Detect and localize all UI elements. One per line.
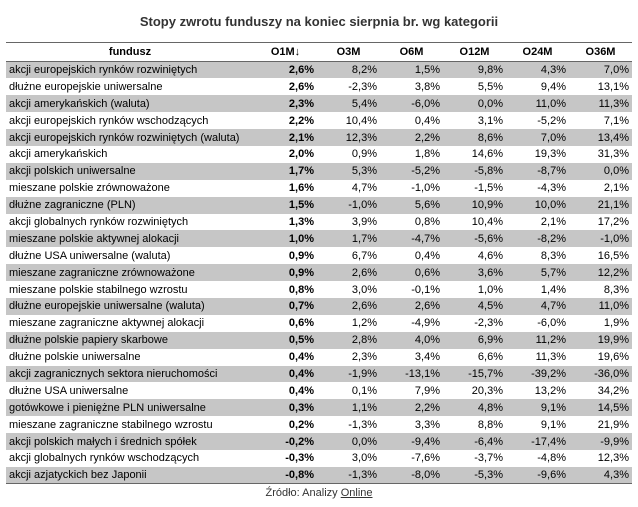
return-cell-o12m: 4,5% xyxy=(443,298,506,315)
return-cell-o12m: 8,8% xyxy=(443,416,506,433)
fund-name-cell: dłużne zagraniczne (PLN) xyxy=(6,197,254,214)
col-header-o3m[interactable]: O3M xyxy=(317,43,380,62)
return-cell-o6m: 7,9% xyxy=(380,382,443,399)
table-row xyxy=(6,146,632,163)
return-cell-o36m: 14,5% xyxy=(569,399,632,416)
return-cell-o24m: -39,2% xyxy=(506,366,569,383)
col-header-o6m[interactable]: O6M xyxy=(380,43,443,62)
return-cell-o12m: -15,7% xyxy=(443,366,506,383)
return-cell-o12m: 10,4% xyxy=(443,214,506,231)
return-cell-o12m: -1,5% xyxy=(443,180,506,197)
return-cell-o24m: -17,4% xyxy=(506,433,569,450)
return-cell-o1m: 0,4% xyxy=(254,349,317,366)
table-row xyxy=(6,315,632,332)
return-cell-o24m: 9,1% xyxy=(506,399,569,416)
table-row xyxy=(6,214,632,231)
return-cell-o24m: 9,4% xyxy=(506,78,569,95)
return-cell-o36m: -36,0% xyxy=(569,366,632,383)
return-cell-o36m: 8,3% xyxy=(569,281,632,298)
return-cell-o6m: -0,1% xyxy=(380,281,443,298)
return-cell-o24m: 1,4% xyxy=(506,281,569,298)
fund-name-cell: akcji polskich uniwersalne xyxy=(6,163,254,180)
col-header-o1m[interactable]: O1M↓ xyxy=(254,43,317,62)
fund-name-cell: dłużne USA uniwersalne (waluta) xyxy=(6,247,254,264)
col-header-o36m[interactable]: O36M xyxy=(569,43,632,62)
table-row xyxy=(6,349,632,366)
return-cell-o36m: 19,6% xyxy=(569,349,632,366)
return-cell-o12m: 3,6% xyxy=(443,264,506,281)
return-cell-o24m: -4,8% xyxy=(506,450,569,467)
table-row xyxy=(6,197,632,214)
return-cell-o3m: 2,3% xyxy=(317,349,380,366)
return-cell-o12m: -5,8% xyxy=(443,163,506,180)
fund-name-cell: mieszane zagraniczne stabilnego wzrostu xyxy=(6,416,254,433)
return-cell-o3m: 3,0% xyxy=(317,281,380,298)
return-cell-o12m: -3,7% xyxy=(443,450,506,467)
fund-name-cell: akcji azjatyckich bez Japonii xyxy=(6,467,254,484)
return-cell-o1m: 2,6% xyxy=(254,78,317,95)
fund-name-cell: dłużne europejskie uniwersalne xyxy=(6,78,254,95)
return-cell-o6m: 2,2% xyxy=(380,129,443,146)
return-cell-o36m: 7,1% xyxy=(569,112,632,129)
return-cell-o12m: 1,0% xyxy=(443,281,506,298)
return-cell-o12m: 14,6% xyxy=(443,146,506,163)
return-cell-o12m: -5,6% xyxy=(443,230,506,247)
return-cell-o3m: -1,3% xyxy=(317,467,380,484)
source-prefix: Źródło: Analizy xyxy=(265,487,341,499)
col-header-fund[interactable]: fundusz xyxy=(6,43,254,62)
table-row xyxy=(6,264,632,281)
return-cell-o3m: -1,0% xyxy=(317,197,380,214)
return-cell-o24m: 8,3% xyxy=(506,247,569,264)
return-cell-o3m: 5,4% xyxy=(317,95,380,112)
return-cell-o36m: -9,9% xyxy=(569,433,632,450)
return-cell-o36m: 2,1% xyxy=(569,180,632,197)
fund-name-cell: dłużne europejskie uniwersalne (waluta) xyxy=(6,298,254,315)
return-cell-o24m: 2,1% xyxy=(506,214,569,231)
return-cell-o36m: 11,0% xyxy=(569,298,632,315)
table-row xyxy=(6,298,632,315)
return-cell-o3m: 3,0% xyxy=(317,450,380,467)
return-cell-o12m: 10,9% xyxy=(443,197,506,214)
returns-table xyxy=(6,42,632,484)
return-cell-o24m: 13,2% xyxy=(506,382,569,399)
return-cell-o1m: -0,8% xyxy=(254,467,317,484)
return-cell-o36m: 7,0% xyxy=(569,62,632,79)
table-row xyxy=(6,281,632,298)
return-cell-o36m: 0,0% xyxy=(569,163,632,180)
return-cell-o12m: 8,6% xyxy=(443,129,506,146)
table-row xyxy=(6,332,632,349)
table-row xyxy=(6,247,632,264)
return-cell-o24m: 9,1% xyxy=(506,416,569,433)
table-body xyxy=(6,62,632,484)
return-cell-o36m: 21,1% xyxy=(569,197,632,214)
return-cell-o3m: 0,1% xyxy=(317,382,380,399)
return-cell-o1m: 0,4% xyxy=(254,382,317,399)
return-cell-o36m: 11,3% xyxy=(569,95,632,112)
return-cell-o3m: 4,7% xyxy=(317,180,380,197)
return-cell-o36m: 12,2% xyxy=(569,264,632,281)
return-cell-o1m: 0,4% xyxy=(254,366,317,383)
return-cell-o1m: 2,0% xyxy=(254,146,317,163)
table-row xyxy=(6,467,632,484)
return-cell-o12m: 6,6% xyxy=(443,349,506,366)
return-cell-o6m: 0,4% xyxy=(380,247,443,264)
return-cell-o6m: -13,1% xyxy=(380,366,443,383)
return-cell-o3m: 12,3% xyxy=(317,129,380,146)
return-cell-o6m: 3,8% xyxy=(380,78,443,95)
return-cell-o1m: 2,6% xyxy=(254,62,317,79)
return-cell-o24m: 7,0% xyxy=(506,129,569,146)
table-row xyxy=(6,112,632,129)
return-cell-o24m: 11,2% xyxy=(506,332,569,349)
return-cell-o12m: 6,9% xyxy=(443,332,506,349)
return-cell-o24m: 11,0% xyxy=(506,95,569,112)
return-cell-o12m: 3,1% xyxy=(443,112,506,129)
return-cell-o3m: 0,0% xyxy=(317,433,380,450)
return-cell-o3m: 8,2% xyxy=(317,62,380,79)
return-cell-o1m: 0,5% xyxy=(254,332,317,349)
table-row xyxy=(6,95,632,112)
fund-name-cell: dłużne polskie uniwersalne xyxy=(6,349,254,366)
fund-name-cell: akcji amerykańskich xyxy=(6,146,254,163)
return-cell-o3m: 1,2% xyxy=(317,315,380,332)
return-cell-o36m: 31,3% xyxy=(569,146,632,163)
return-cell-o1m: 1,7% xyxy=(254,163,317,180)
table-row xyxy=(6,366,632,383)
table-row xyxy=(6,180,632,197)
fund-name-cell: akcji globalnych rynków rozwiniętych xyxy=(6,214,254,231)
return-cell-o12m: -2,3% xyxy=(443,315,506,332)
fund-name-cell: akcji europejskich rynków rozwiniętych (waluta) xyxy=(6,129,254,146)
return-cell-o1m: 2,3% xyxy=(254,95,317,112)
fund-name-cell: akcji europejskich rynków rozwiniętych xyxy=(6,62,254,79)
table-row xyxy=(6,416,632,433)
return-cell-o6m: -4,9% xyxy=(380,315,443,332)
return-cell-o24m: -5,2% xyxy=(506,112,569,129)
return-cell-o12m: 0,0% xyxy=(443,95,506,112)
return-cell-o6m: 1,5% xyxy=(380,62,443,79)
return-cell-o6m: -8,0% xyxy=(380,467,443,484)
return-cell-o36m: 16,5% xyxy=(569,247,632,264)
return-cell-o6m: 2,6% xyxy=(380,298,443,315)
return-cell-o36m: 17,2% xyxy=(569,214,632,231)
return-cell-o3m: -1,9% xyxy=(317,366,380,383)
return-cell-o24m: -8,2% xyxy=(506,230,569,247)
return-cell-o1m: -0,2% xyxy=(254,433,317,450)
table-row xyxy=(6,433,632,450)
return-cell-o24m: -9,6% xyxy=(506,467,569,484)
fund-name-cell: mieszane zagraniczne aktywnej alokacji xyxy=(6,315,254,332)
return-cell-o1m: 1,0% xyxy=(254,230,317,247)
return-cell-o24m: 5,7% xyxy=(506,264,569,281)
table-row xyxy=(6,382,632,399)
return-cell-o12m: 4,8% xyxy=(443,399,506,416)
fund-name-cell: mieszane polskie aktywnej alokacji xyxy=(6,230,254,247)
return-cell-o36m: 13,4% xyxy=(569,129,632,146)
return-cell-o6m: 1,8% xyxy=(380,146,443,163)
return-cell-o1m: 0,2% xyxy=(254,416,317,433)
return-cell-o6m: -1,0% xyxy=(380,180,443,197)
fund-name-cell: akcji europejskich rynków wschodzących xyxy=(6,112,254,129)
return-cell-o36m: 21,9% xyxy=(569,416,632,433)
table-title: Stopy zwrotu funduszy na koniec sierpnia br. wg kategorii xyxy=(139,14,499,29)
return-cell-o36m: 19,9% xyxy=(569,332,632,349)
return-cell-o36m: 34,2% xyxy=(569,382,632,399)
return-cell-o3m: 3,9% xyxy=(317,214,380,231)
return-cell-o3m: 5,3% xyxy=(317,163,380,180)
table-row xyxy=(6,163,632,180)
return-cell-o3m: 1,1% xyxy=(317,399,380,416)
return-cell-o24m: 10,0% xyxy=(506,197,569,214)
source-link[interactable]: Online xyxy=(340,487,373,499)
return-cell-o12m: 5,5% xyxy=(443,78,506,95)
table-row xyxy=(6,129,632,146)
return-cell-o1m: 2,2% xyxy=(254,112,317,129)
return-cell-o1m: 0,9% xyxy=(254,247,317,264)
return-cell-o36m: -1,0% xyxy=(569,230,632,247)
return-cell-o1m: 2,1% xyxy=(254,129,317,146)
return-cell-o3m: 6,7% xyxy=(317,247,380,264)
return-cell-o6m: -5,2% xyxy=(380,163,443,180)
return-cell-o1m: 1,5% xyxy=(254,197,317,214)
return-cell-o1m: 0,7% xyxy=(254,298,317,315)
table-row xyxy=(6,78,632,95)
return-cell-o6m: 4,0% xyxy=(380,332,443,349)
return-cell-o3m: 2,6% xyxy=(317,298,380,315)
fund-name-cell: gotówkowe i pieniężne PLN uniwersalne xyxy=(6,399,254,416)
return-cell-o6m: -9,4% xyxy=(380,433,443,450)
fund-name-cell: akcji polskich małych i średnich spółek xyxy=(6,433,254,450)
return-cell-o6m: 3,4% xyxy=(380,349,443,366)
return-cell-o6m: -7,6% xyxy=(380,450,443,467)
table-row xyxy=(6,62,632,79)
return-cell-o6m: 3,3% xyxy=(380,416,443,433)
return-cell-o12m: -6,4% xyxy=(443,433,506,450)
return-cell-o3m: 10,4% xyxy=(317,112,380,129)
return-cell-o6m: 0,6% xyxy=(380,264,443,281)
col-header-o24m[interactable]: O24M xyxy=(506,43,569,62)
fund-name-cell: akcji zagranicznych sektora nieruchomości xyxy=(6,366,254,383)
return-cell-o12m: 9,8% xyxy=(443,62,506,79)
return-cell-o24m: -8,7% xyxy=(506,163,569,180)
table-row xyxy=(6,399,632,416)
return-cell-o24m: 11,3% xyxy=(506,349,569,366)
return-cell-o3m: 1,7% xyxy=(317,230,380,247)
return-cell-o24m: -4,3% xyxy=(506,180,569,197)
return-cell-o24m: -6,0% xyxy=(506,315,569,332)
return-cell-o1m: 0,9% xyxy=(254,264,317,281)
return-cell-o24m: 19,3% xyxy=(506,146,569,163)
table-row xyxy=(6,230,632,247)
return-cell-o12m: 20,3% xyxy=(443,382,506,399)
fund-name-cell: mieszane zagraniczne zrównoważone xyxy=(6,264,254,281)
return-cell-o3m: 2,6% xyxy=(317,264,380,281)
return-cell-o12m: -5,3% xyxy=(443,467,506,484)
return-cell-o3m: 0,9% xyxy=(317,146,380,163)
return-cell-o1m: 1,3% xyxy=(254,214,317,231)
fund-name-cell: dłużne polskie papiery skarbowe xyxy=(6,332,254,349)
fund-name-cell: mieszane polskie stabilnego wzrostu xyxy=(6,281,254,298)
source-note xyxy=(0,487,638,499)
return-cell-o6m: -4,7% xyxy=(380,230,443,247)
return-cell-o1m: 1,6% xyxy=(254,180,317,197)
return-cell-o6m: 5,6% xyxy=(380,197,443,214)
return-cell-o24m: 4,7% xyxy=(506,298,569,315)
fund-name-cell: akcji amerykańskich (waluta) xyxy=(6,95,254,112)
return-cell-o36m: 4,3% xyxy=(569,467,632,484)
return-cell-o12m: 4,6% xyxy=(443,247,506,264)
return-cell-o3m: -2,3% xyxy=(317,78,380,95)
return-cell-o1m: 0,3% xyxy=(254,399,317,416)
return-cell-o36m: 13,1% xyxy=(569,78,632,95)
return-cell-o1m: 0,8% xyxy=(254,281,317,298)
return-cell-o6m: -6,0% xyxy=(380,95,443,112)
return-cell-o36m: 12,3% xyxy=(569,450,632,467)
return-cell-o3m: -1,3% xyxy=(317,416,380,433)
return-cell-o3m: 2,8% xyxy=(317,332,380,349)
return-cell-o36m: 1,9% xyxy=(569,315,632,332)
fund-name-cell: mieszane polskie zrównoważone xyxy=(6,180,254,197)
return-cell-o6m: 0,8% xyxy=(380,214,443,231)
return-cell-o6m: 0,4% xyxy=(380,112,443,129)
return-cell-o1m: -0,3% xyxy=(254,450,317,467)
fund-name-cell: akcji globalnych rynków wschodzących xyxy=(6,450,254,467)
return-cell-o6m: 2,2% xyxy=(380,399,443,416)
return-cell-o24m: 4,3% xyxy=(506,62,569,79)
fund-name-cell: dłużne USA uniwersalne xyxy=(6,382,254,399)
table-row xyxy=(6,450,632,467)
return-cell-o1m: 0,6% xyxy=(254,315,317,332)
header-row xyxy=(6,43,632,62)
col-header-o12m[interactable]: O12M xyxy=(443,43,506,62)
